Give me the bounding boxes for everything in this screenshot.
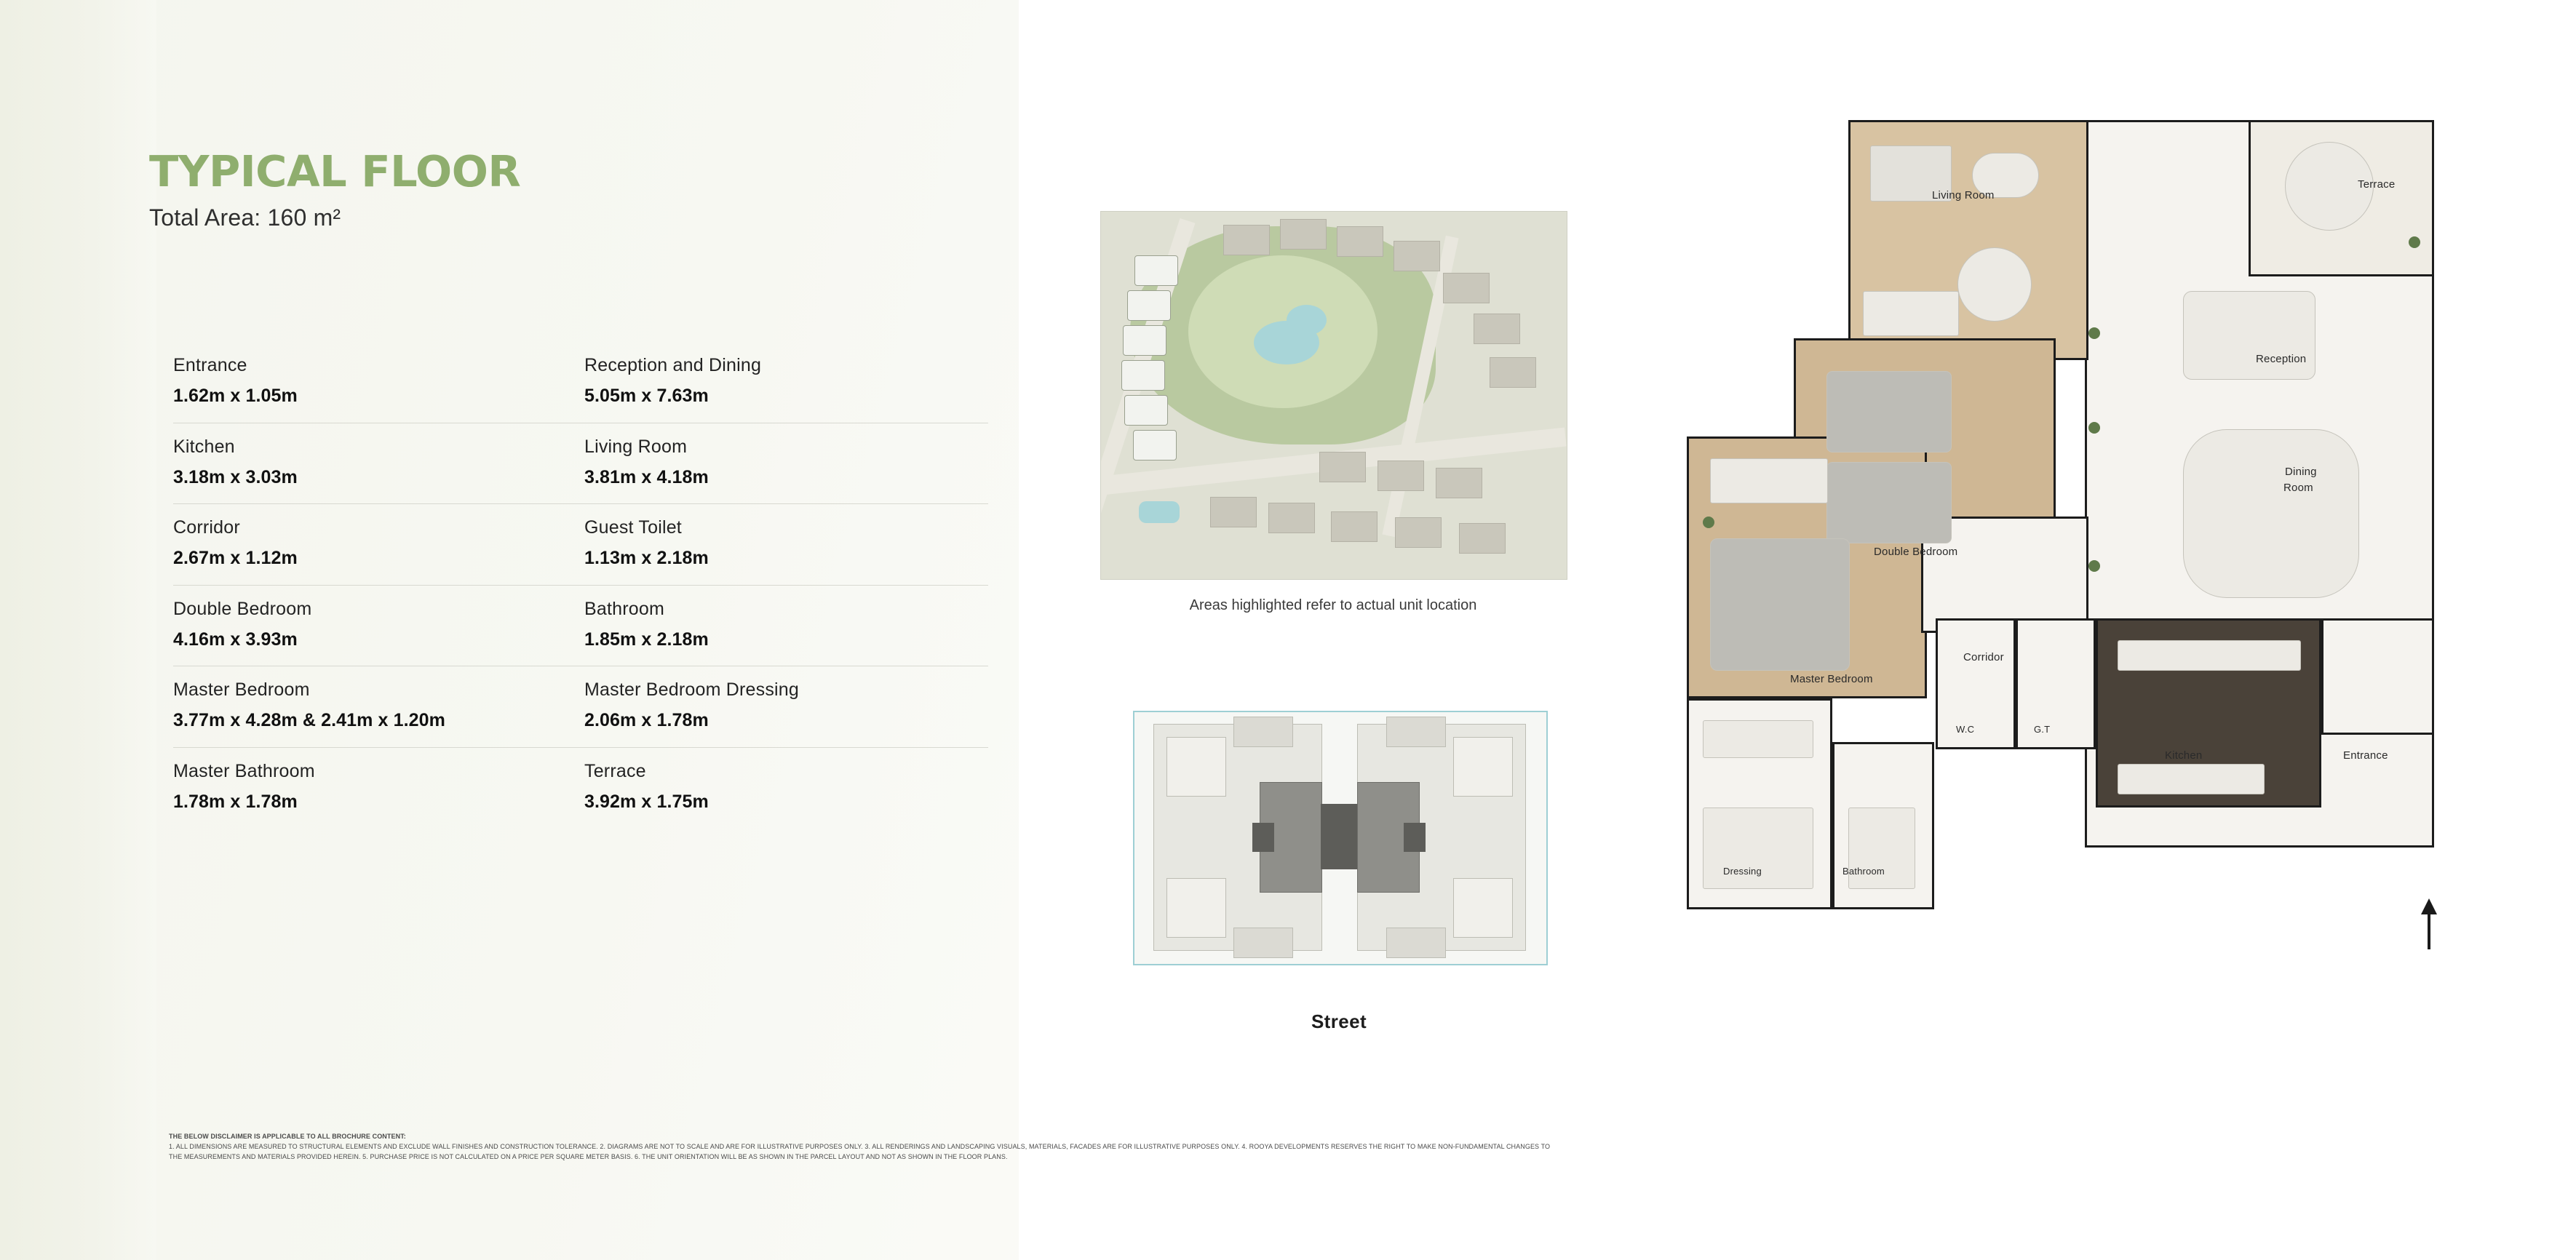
fp-label-reception: Reception: [2256, 353, 2307, 365]
room-entry: [173, 436, 577, 490]
room-dimensions: 1.13m x 2.18m: [584, 548, 709, 569]
fp-label-double-bedroom: Double Bedroom: [1874, 546, 1958, 558]
room-name: Bathroom: [584, 598, 664, 619]
fp-dressing-closet: [1703, 720, 1813, 758]
left-accent-panel: [0, 0, 156, 1260]
fp-label-dressing: Dressing: [1723, 866, 1762, 877]
title-block: [149, 146, 804, 231]
fp-label-terrace: Terrace: [2358, 178, 2396, 191]
room-dimensions: 2.06m x 1.78m: [584, 710, 709, 731]
fp-label-bathroom: Bathroom: [1842, 866, 1885, 877]
room-schedule-table: [173, 342, 988, 828]
disclaimer-block: [169, 1132, 1653, 1163]
fp-double-bed: [1826, 371, 1952, 452]
fp-dining-table: [2183, 429, 2359, 598]
room-entry: [577, 517, 988, 570]
room-entry: [173, 760, 577, 814]
fp-dressing-closet-2: [1703, 808, 1813, 889]
total-area-text: Total Area: 160 m²: [149, 204, 341, 231]
fp-master-bed: [1710, 538, 1850, 671]
room-name: Double Bedroom: [173, 598, 312, 619]
room-name: Entrance: [173, 355, 247, 375]
fp-round-table: [1957, 247, 2032, 322]
table-row: [173, 504, 988, 586]
fp-label-kitchen: Kitchen: [2165, 749, 2203, 762]
table-row: [173, 666, 988, 748]
fp-double-bed-2: [1826, 462, 1952, 543]
keyplan-block: [1124, 695, 1554, 1033]
room-name: Master Bedroom Dressing: [584, 679, 799, 700]
room-entry: [173, 679, 577, 733]
fp-console: [1863, 291, 1959, 336]
fp-label-living-room: Living Room: [1932, 189, 1995, 202]
room-dimensions: 1.78m x 1.78m: [173, 791, 298, 812]
table-row: [173, 586, 988, 667]
fp-guest-toilet-block: [2016, 618, 2096, 749]
fp-kitchen-counter: [2118, 640, 2301, 671]
fp-label-entrance: Entrance: [2343, 749, 2388, 762]
disclaimer-heading: THE BELOW DISCLAIMER IS APPLICABLE TO ALL BROCHURE CONTENT:: [169, 1133, 406, 1140]
fp-wc-block: [1936, 618, 2016, 749]
room-name: Master Bedroom: [173, 679, 310, 700]
keyplan-caption: Street: [1311, 1010, 1367, 1032]
room-dimensions: 1.62m x 1.05m: [173, 386, 298, 407]
table-row: [173, 423, 988, 505]
room-name: Master Bathroom: [173, 760, 315, 781]
sitemap-block: [1100, 211, 1566, 614]
fp-entrance-block: [2321, 618, 2434, 735]
disclaimer-line-2: THE MEASUREMENTS AND MATERIALS PROVIDED HEREIN. 5. PURCHASE PRICE IS NOT CALCULATED ON A PRICE PER SQUARE METER BASIS. 6. THE UNIT ORIENTATION WILL BE AS SHOWN IN THE PARCEL LAYOUT AND NOT AS SHOWN IN THE FLOOR PLANS.: [169, 1152, 1008, 1160]
room-name: Guest Toilet: [584, 517, 682, 538]
table-row: [173, 342, 988, 423]
sitemap-caption: Areas highlighted refer to actual unit location: [1189, 597, 1477, 613]
keyplan-diagram: [1124, 695, 1554, 993]
room-dimensions: 3.81m x 4.18m: [584, 466, 709, 487]
north-arrow-icon: [2418, 898, 2440, 949]
fp-label-wc: W.C: [1956, 724, 1975, 735]
fp-bathroom-fixture: [1848, 808, 1915, 889]
room-entry: [173, 517, 577, 570]
room-dimensions: 5.05m x 7.63m: [584, 386, 709, 407]
fp-label-dining-room-line1: Dining: [2285, 466, 2317, 478]
floorplan-drawing: [1681, 109, 2496, 1026]
room-dimensions: 1.85m x 2.18m: [584, 629, 709, 650]
room-dimensions: 3.77m x 4.28m & 2.41m x 1.20m: [173, 710, 445, 731]
room-name: Corridor: [173, 517, 240, 538]
room-dimensions: 2.67m x 1.12m: [173, 548, 298, 569]
fp-label-master-bedroom: Master Bedroom: [1790, 673, 1873, 685]
room-name: Reception and Dining: [584, 355, 762, 375]
room-entry: [577, 354, 988, 408]
room-name: Kitchen: [173, 436, 235, 457]
room-entry: [577, 760, 988, 814]
room-entry: [577, 436, 988, 490]
fp-label-dining-room-line2: Room: [2283, 482, 2313, 494]
room-dimensions: 3.92m x 1.75m: [584, 791, 709, 812]
fp-label-guest-toilet: G.T: [2034, 724, 2051, 735]
aerial-sitemap-image: [1100, 211, 1567, 580]
table-row: [173, 748, 988, 829]
fp-reception-sofa: [2183, 291, 2315, 380]
room-entry: [577, 598, 988, 652]
room-entry: [173, 598, 577, 652]
disclaimer-line-1: 1. ALL DIMENSIONS ARE MEASURED TO STRUCTURAL ELEMENTS AND EXCLUDE WALL FINISHES AND CONSTRUCTION TOLERANCE. 2. DIAGRAMS ARE NOT TO SCALE AND ARE FOR ILLUSTRATIVE PURPOSES ONLY. 3. ALL RENDERINGS AND LANDSCAPING VISUALS, MATERIALS, FACADES ARE FOR ILLUSTRATIVE PURPOSES ONLY. 4. ROOYA DEVELOPMENTS RESERVES THE RIGHT TO MAKE NON-FUNDAMENTAL CHANGES TO: [169, 1142, 1551, 1150]
fp-kitchen-counter-2: [2118, 764, 2265, 794]
room-name: Living Room: [584, 436, 688, 457]
room-name: Terrace: [584, 760, 646, 781]
fp-label-corridor: Corridor: [1963, 651, 2004, 663]
room-entry: [577, 679, 988, 733]
room-entry: [173, 354, 577, 408]
room-dimensions: 4.16m x 3.93m: [173, 629, 298, 650]
room-dimensions: 3.18m x 3.03m: [173, 466, 298, 487]
fp-master-wardrobe: [1710, 458, 1828, 503]
page-title: TYPICAL FLOOR: [149, 146, 521, 196]
